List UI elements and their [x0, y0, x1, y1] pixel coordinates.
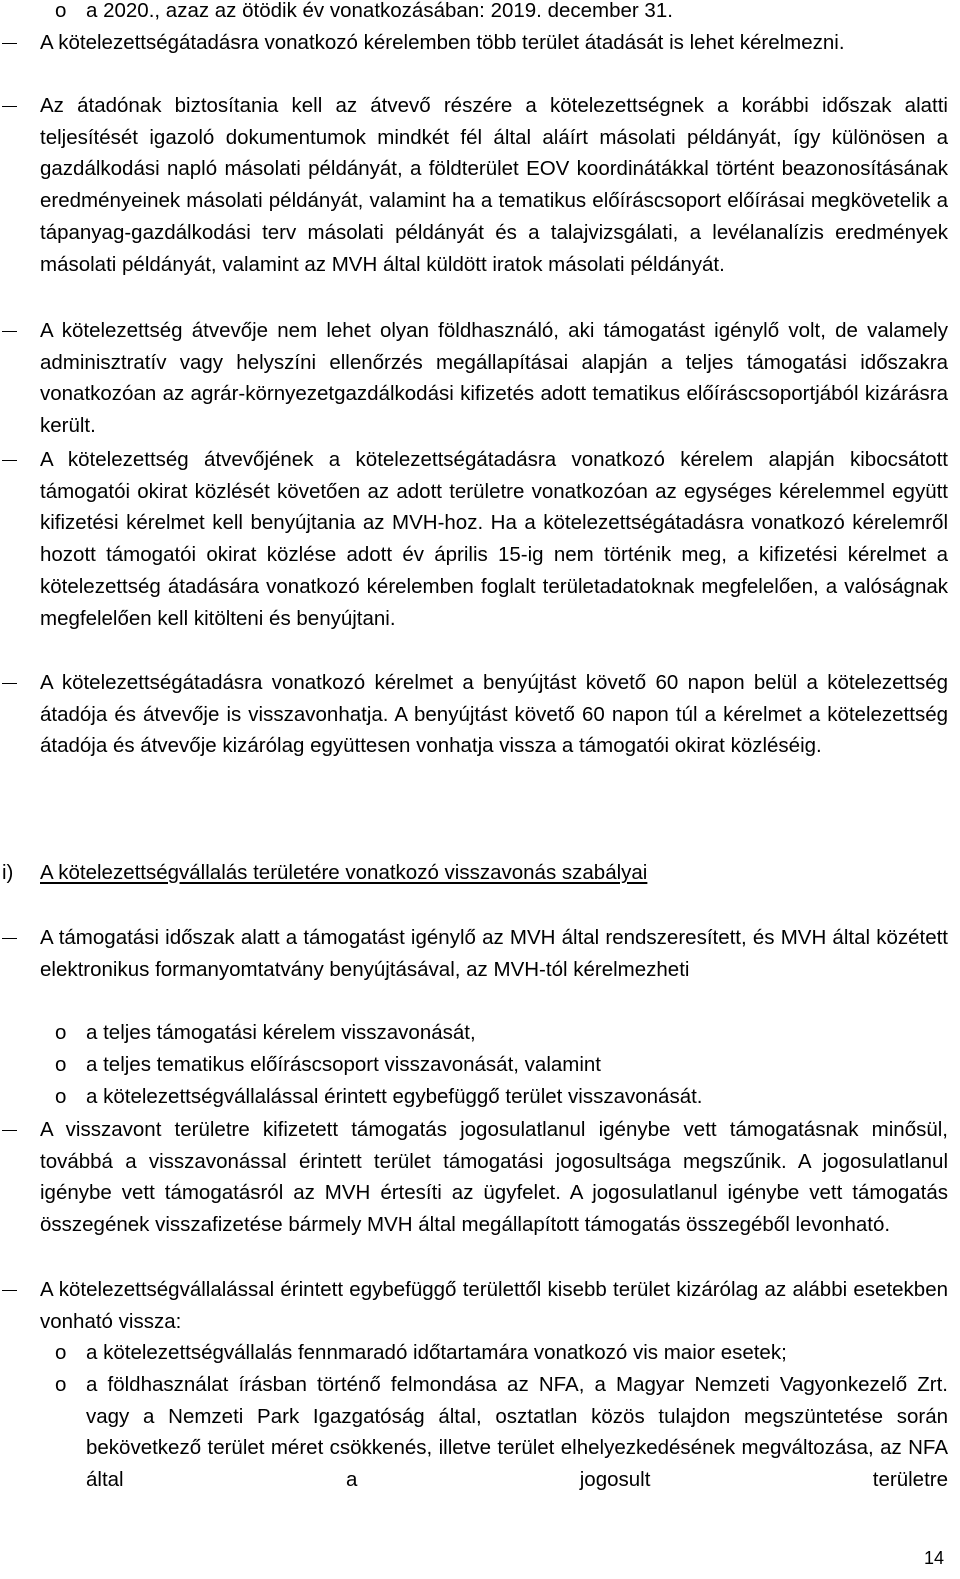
list-marker-dash [2, 106, 17, 107]
page-number: 14 [924, 1548, 945, 1568]
sub-list-item: a kötelezettségvállalás fennmaradó időtartamára vonatkozó vis maior esetek; [86, 1341, 787, 1364]
list-marker-circle: o [55, 1341, 67, 1364]
list-marker-dash [2, 938, 17, 939]
sub-list-item: a földhasználat írásban történő felmondása az NFA, a Magyar Nemzeti Vagyonkezelő Zrt. vagy a Nemzeti Park Igazgatóság által, osztatlan közös tulajdon megszüntetése során bekövetkező terület méret csökkenés, illetve terület elhelyezkedésének megváltozása, az NFA által a jogosult területre [86, 1373, 948, 1492]
list-item: A kötelezettség átvevője nem lehet olyan földhasználó, aki támogatást igénylő volt, de valamely adminisztratív vagy helyszíni ellenőrzés megállapításai alapján a teljes támogatási időszakra vonatkozóan az agrár-környezetgazdálkodási kifizetés adott tematikus előíráscsoportjából kizárásra került. [40, 319, 948, 438]
list-item: A visszavont területre kifizetett támogatás jogosulatlanul igénybe vett támogatásnak minősül, továbbá a visszavonással érintett terület támogatási jogosultsága megszűnik. A jogosulatlanul igénybe vett támogatásról az MVH értesíti az ügyfelet. A jogosulatlanul igénybe vett támogatás összegének visszafizetése bármely MVH által megállapított támogatás összegéből levonható. [40, 1118, 948, 1237]
list-marker-dash [2, 683, 17, 684]
list-item: Az átadónak biztosítania kell az átvevő részére a kötelezettségnek a korábbi időszak alatti teljesítését igazoló dokumentumok mindkét fél által aláírt másolati példányát, így különösen a gazdálkodási napló másolati példányát, a földterület EOV koordinátákkal történt beazonosításának eredményeinek másolati példányát, valamint ha a tematikus előíráscsoport előírásai megkövetelik a tápanyag-gazdálkodási terv másolati példányát és a talajvizsgálati, a levélanalízis eredmények másolati példányát, valamint az MVH által küldött iratok másolati példányát. [40, 94, 948, 276]
section-heading: A kötelezettségvállalás területére vonatkozó visszavonás szabályai [40, 861, 648, 884]
list-item: A kötelezettség átvevőjének a kötelezettségátadásra vonatkozó kérelem alapján kibocsátott támogatói okirat közlését követően az adott területre vonatkozóan az egységes kérelemmel együtt kifizetési kérelmet kell benyújtania az MVH-hoz. Ha a kötelezettségátadásra vonatkozó kérelemről hozott támogatói okirat közlése adott év április 15-ig nem történik meg, a kifizetési kérelmet a kötelezettség átadására vonatkozó kérelemben foglalt területadatoknak megfelelően, a valóságnak megfelelően kell kitölteni és benyújtani. [40, 448, 948, 630]
sub-list-item: a teljes tematikus előíráscsoport visszavonását, valamint [86, 1053, 602, 1076]
list-marker-dash [2, 1130, 17, 1131]
section-marker: i) [2, 861, 14, 884]
list-marker-circle: o [55, 1085, 67, 1108]
list-marker-circle: o [55, 1053, 67, 1076]
sub-list-item: a kötelezettségvállalással érintett egybefüggő terület visszavonását. [86, 1085, 703, 1108]
list-marker-dash [2, 331, 17, 332]
list-item: A kötelezettségvállalással érintett egybefüggő területtől kisebb terület kizárólag az alábbi esetekben vonható vissza: [40, 1278, 948, 1333]
list-marker-dash [2, 460, 17, 461]
list-marker-circle: o [55, 0, 67, 22]
list-item: A támogatási időszak alatt a támogatást igénylő az MVH által rendszeresített, és MVH által közétett elektronikus formanyomtatvány benyújtásával, az MVH-tól kérelmezheti [40, 926, 948, 981]
list-item: A kötelezettségátadásra vonatkozó kérelmet a benyújtást követő 60 napon belül a kötelezettség átadója és átvevője is visszavonhatja. A benyújtást követő 60 napon túl a kérelmet a kötelezettség átadója és átvevője kizárólag együttesen vonhatja vissza a támogatói okirat közléséig. [40, 671, 948, 758]
list-marker-circle: o [55, 1373, 67, 1396]
list-marker-dash [2, 1290, 17, 1291]
list-marker-dash [2, 43, 17, 44]
sub-list-item: a teljes támogatási kérelem visszavonását, [86, 1021, 476, 1044]
list-marker-circle: o [55, 1021, 67, 1044]
list-item: A kötelezettségátadásra vonatkozó kérelemben több terület átadását is lehet kérelmezni. [40, 31, 845, 54]
sub-list-item: a 2020., azaz az ötödik év vonatkozásában: 2019. december 31. [86, 0, 673, 22]
